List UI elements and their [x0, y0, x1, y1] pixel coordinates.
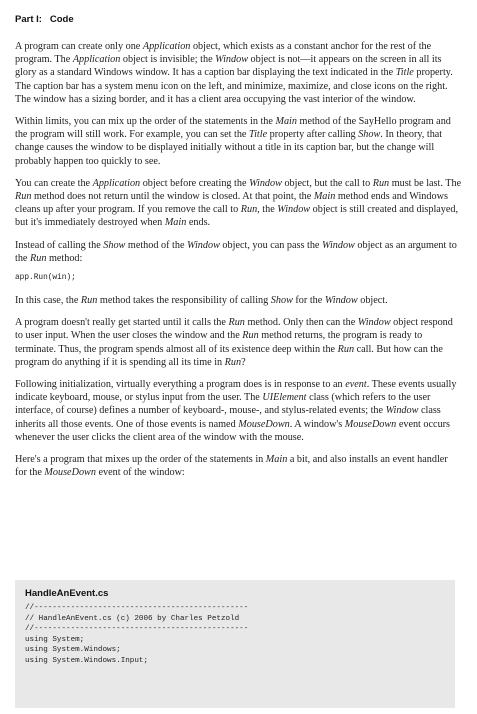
- emphasis-term: Title: [395, 67, 414, 79]
- emphasis-term: Main: [313, 191, 336, 203]
- emphasis-term: Run: [372, 177, 390, 189]
- text-run: call. But how can the program do anything if it is spending all its time in: [15, 343, 443, 368]
- text-run: In this case, the: [15, 295, 81, 307]
- emphasis-term: Show: [270, 295, 293, 307]
- code-listing-body: [25, 603, 455, 667]
- code-listing: [15, 580, 455, 708]
- text-run: method returns, the program is ready to terminate. Thus, the program spends almost all of its existence deep within the: [15, 330, 423, 355]
- paragraph: [15, 115, 462, 168]
- emphasis-term: event: [345, 379, 367, 391]
- emphasis-term: Run: [224, 356, 242, 368]
- paragraph: [15, 316, 462, 369]
- text-run: object as an argument to the: [15, 239, 457, 264]
- part-label: Part I:: [15, 14, 42, 25]
- text-run: method ends and Windows cleans up after your program. If you remove the call to: [15, 191, 448, 216]
- emphasis-term: Run: [15, 191, 32, 203]
- emphasis-term: Window: [357, 317, 391, 329]
- code-line: using System.Windows;: [25, 646, 121, 655]
- paragraph: [15, 378, 462, 444]
- text-run: class (which refers to the user interface, of course) defines a number of keyboard-, mouse-, and stylus-related events; the: [15, 392, 431, 417]
- text-run: object respond to user input. When the user closes the window and the: [15, 317, 453, 342]
- text-run: Following initialization, virtually everything a program does is in response to an: [15, 379, 346, 391]
- emphasis-term: Window: [385, 405, 419, 417]
- text-run: a bit, and also installs an event handler for the: [15, 454, 448, 479]
- text-run: object.: [357, 295, 388, 307]
- emphasis-term: Application: [142, 41, 191, 52]
- text-run: Here's a program that mixes up the order of the statements in: [15, 454, 266, 466]
- code-listing-title: HandleAnEvent.cs: [25, 588, 109, 599]
- emphasis-term: Run: [337, 343, 355, 355]
- text-run: object is invisible; the: [120, 54, 216, 66]
- emphasis-term: Run: [228, 317, 245, 329]
- emphasis-term: Title: [248, 129, 268, 141]
- code-line: using System.Windows.Input;: [25, 656, 149, 665]
- emphasis-term: Application: [72, 54, 121, 66]
- body-text: [15, 40, 462, 488]
- emphasis-term: Show: [103, 239, 126, 251]
- emphasis-term: Main: [265, 454, 288, 466]
- text-run: A program can create only one: [15, 41, 143, 52]
- text-run: event of the window:: [95, 467, 185, 479]
- text-run: method:: [46, 252, 83, 264]
- paragraph: [15, 453, 462, 479]
- text-run: for the: [292, 295, 325, 307]
- text-run: . A window's: [289, 418, 345, 430]
- text-run: method. Only then can the: [244, 317, 358, 329]
- text-run: . These events usually indicate keyboard, mouse, or stylus input from the user. The: [15, 379, 457, 404]
- code-line: // HandleAnEvent.cs (c) 2006 by Charles Petzold: [25, 614, 240, 623]
- emphasis-term: Run: [80, 295, 98, 307]
- text-run: object, which exists as a constant anchor for the rest of the program. The: [15, 41, 432, 66]
- emphasis-term: Window: [215, 54, 248, 66]
- paragraph: [15, 177, 462, 230]
- text-run: Instead of calling the: [15, 239, 104, 251]
- text-run: A program doesn't really get started until it calls the: [15, 317, 229, 329]
- emphasis-term: MouseDown: [44, 467, 96, 479]
- text-run: class inherits all those events. One of those events is named: [15, 405, 441, 430]
- emphasis-term: Window: [324, 295, 358, 307]
- emphasis-term: MouseDown: [238, 418, 290, 430]
- text-run: You can create the: [15, 177, 93, 189]
- text-run: , the: [257, 204, 278, 216]
- emphasis-term: Run: [30, 252, 47, 264]
- text-run: property after calling: [267, 129, 359, 141]
- text-run: ?: [241, 356, 246, 368]
- emphasis-term: UIElement: [262, 392, 307, 404]
- text-run: must be last. The: [389, 177, 462, 189]
- emphasis-term: Window: [249, 177, 282, 189]
- text-run: object, you can pass the: [219, 239, 323, 251]
- emphasis-term: MouseDown: [344, 418, 397, 430]
- paragraph: [15, 40, 462, 106]
- emphasis-term: Window: [187, 239, 220, 251]
- text-run: method of the: [125, 239, 188, 251]
- code-line: //-----------------------------------------------: [25, 604, 249, 612]
- text-run: event occurs whenever the user clicks the client area of the window with the mouse.: [15, 418, 451, 443]
- text-run: method does not return until the window is closed. At that point, the: [31, 191, 314, 203]
- text-run: . In theory, that change causes the window to be displayed initially without a title in its caption bar, but the change will probably happen too quickly to see.: [15, 129, 443, 167]
- code-line: //-----------------------------------------------: [25, 625, 249, 634]
- running-header: [15, 14, 74, 25]
- text-run: object is still created and displayed, but it's immediately destroyed when: [15, 204, 459, 229]
- section-label: Code: [49, 14, 74, 25]
- emphasis-term: Main: [275, 116, 297, 128]
- emphasis-term: Run: [242, 330, 259, 342]
- text-run: property. The caption bar has a system menu icon on the left, and minimize, maximize, and close icons on the right. The window has a sizing border, and it has a client area occupying the vast interior of the window.: [15, 67, 453, 105]
- inline-code: app.Run(win);: [15, 274, 76, 283]
- emphasis-term: Window: [322, 239, 355, 251]
- text-run: object, but the call to: [281, 177, 373, 189]
- text-run: object is not—it appears on the screen in all its glory as a standard Windows window. It has a caption bar displaying the text indicated in the: [15, 54, 442, 79]
- text-run: Within limits, you can mix up the order of the statements in the: [15, 116, 276, 128]
- emphasis-term: Run: [240, 204, 258, 216]
- emphasis-term: Application: [92, 177, 141, 189]
- paragraph: [15, 239, 462, 265]
- emphasis-term: Show: [358, 129, 381, 141]
- text-run: method takes the responsibility of calling: [97, 295, 271, 307]
- text-run: method of the SayHello program and the program will still work. For example, you can set the: [15, 116, 451, 141]
- code-line: using System;: [25, 635, 85, 644]
- emphasis-term: Main: [164, 217, 187, 229]
- text-run: ends.: [186, 217, 211, 229]
- emphasis-term: Window: [277, 204, 311, 216]
- paragraph: [15, 294, 462, 307]
- text-run: object before creating the: [140, 177, 250, 189]
